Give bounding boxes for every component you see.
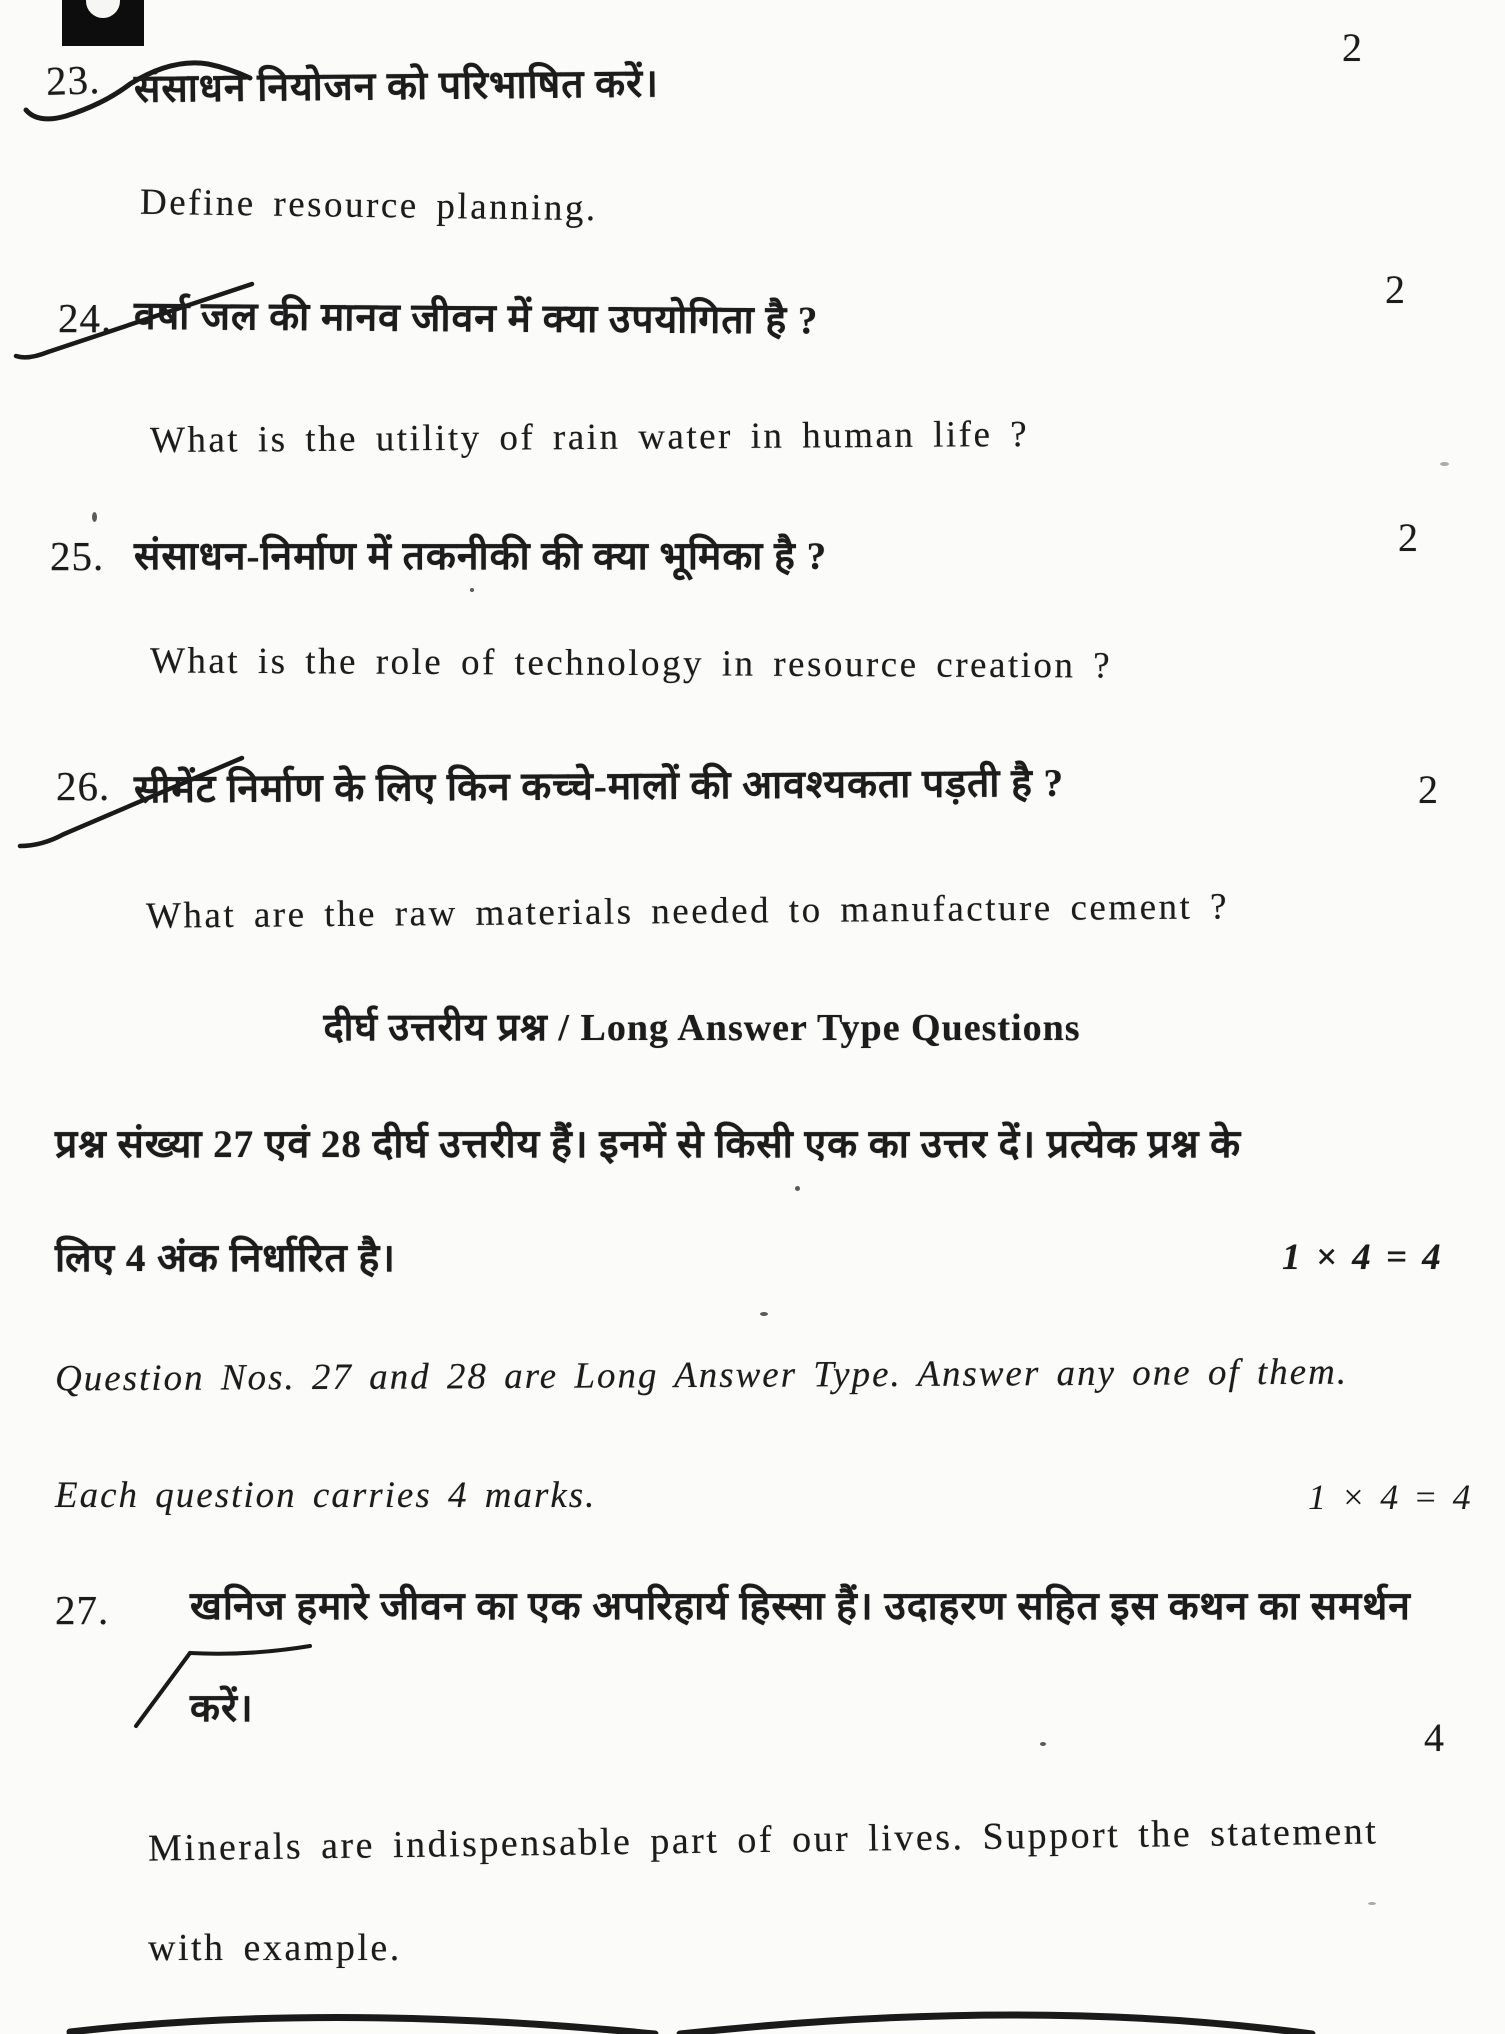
question-23-marks: 2 (1342, 25, 1362, 70)
scan-artifact-bottom-curves (0, 1988, 1505, 2034)
question-24-number: 24. (58, 295, 113, 341)
question-26-marks: 2 (1418, 767, 1438, 812)
question-25-english: What is the role of technology in resource creation ? (149, 640, 1113, 687)
page-corner-marker (62, 0, 144, 46)
question-26-english: What are the raw materials needed to manufacture cement ? (145, 886, 1230, 937)
question-26-hindi: सीमेंट निर्माण के लिए किन कच्चे-मालों की आवश्यकता पड़ती है ? (133, 761, 1065, 812)
scan-speck (760, 1312, 768, 1316)
question-23-number: 23. (45, 56, 102, 104)
question-25-number: 25. (50, 533, 105, 579)
section-header-long-answer: दीर्घ उत्तरीय प्रश्न / Long Answer Type Questions (323, 1007, 1081, 1049)
scan-speck (795, 1186, 800, 1191)
instruction-english-line1: Question Nos. 27 and 28 are Long Answer Type. Answer any one of them. (54, 1351, 1349, 1400)
question-27-english-line2: with example. (148, 1927, 402, 1969)
question-25-marks: 2 (1398, 515, 1418, 560)
marks-formula-hindi: 1 × 4 = 4 (1282, 1237, 1444, 1278)
marks-formula-english: 1 × 4 = 4 (1308, 1477, 1474, 1517)
question-27-hindi-line2: करें। (190, 1687, 254, 1730)
question-27-number: 27. (55, 1587, 110, 1633)
question-27-marks: 4 (1424, 1715, 1444, 1760)
question-24-hindi: वर्षा जल की मानव जीवन में क्या उपयोगिता है ? (133, 294, 819, 343)
scan-speck (92, 512, 97, 522)
question-27-hindi-line1: खनिज हमारे जीवन का एक अपरिहार्य हिस्सा हैं। उदाहरण सहित इस कथन का समर्थन (190, 1585, 1411, 1628)
question-23-hindi: संसाधन नियोजन को परिभाषित करें। (133, 62, 660, 111)
scan-speck (470, 588, 474, 592)
question-26-number: 26. (56, 763, 111, 809)
question-24-marks: 2 (1385, 267, 1405, 312)
scan-speck (1368, 1902, 1376, 1905)
scan-speck (1440, 462, 1449, 466)
question-23-english: Define resource planning. (139, 181, 598, 230)
question-25-hindi: संसाधन-निर्माण में तकनीकी की क्या भूमिका है ? (134, 535, 828, 578)
scan-speck (1040, 1742, 1046, 1746)
instruction-english-line2: Each question carries 4 marks. (55, 1475, 597, 1516)
instruction-hindi-line2: लिए 4 अंक निर्धारित है। (55, 1237, 396, 1280)
question-24-english: What is the utility of rain water in human life ? (149, 413, 1030, 462)
corner-marker-glyph (86, 0, 120, 18)
instruction-hindi-line1: प्रश्न संख्या 27 एवं 28 दीर्घ उत्तरीय हैं। इनमें से किसी एक का उत्तर दें। प्रत्येक प्रश्न के (55, 1123, 1242, 1166)
question-27-english-line1: Minerals are indispensable part of our lives. Support the statement (147, 1810, 1379, 1870)
